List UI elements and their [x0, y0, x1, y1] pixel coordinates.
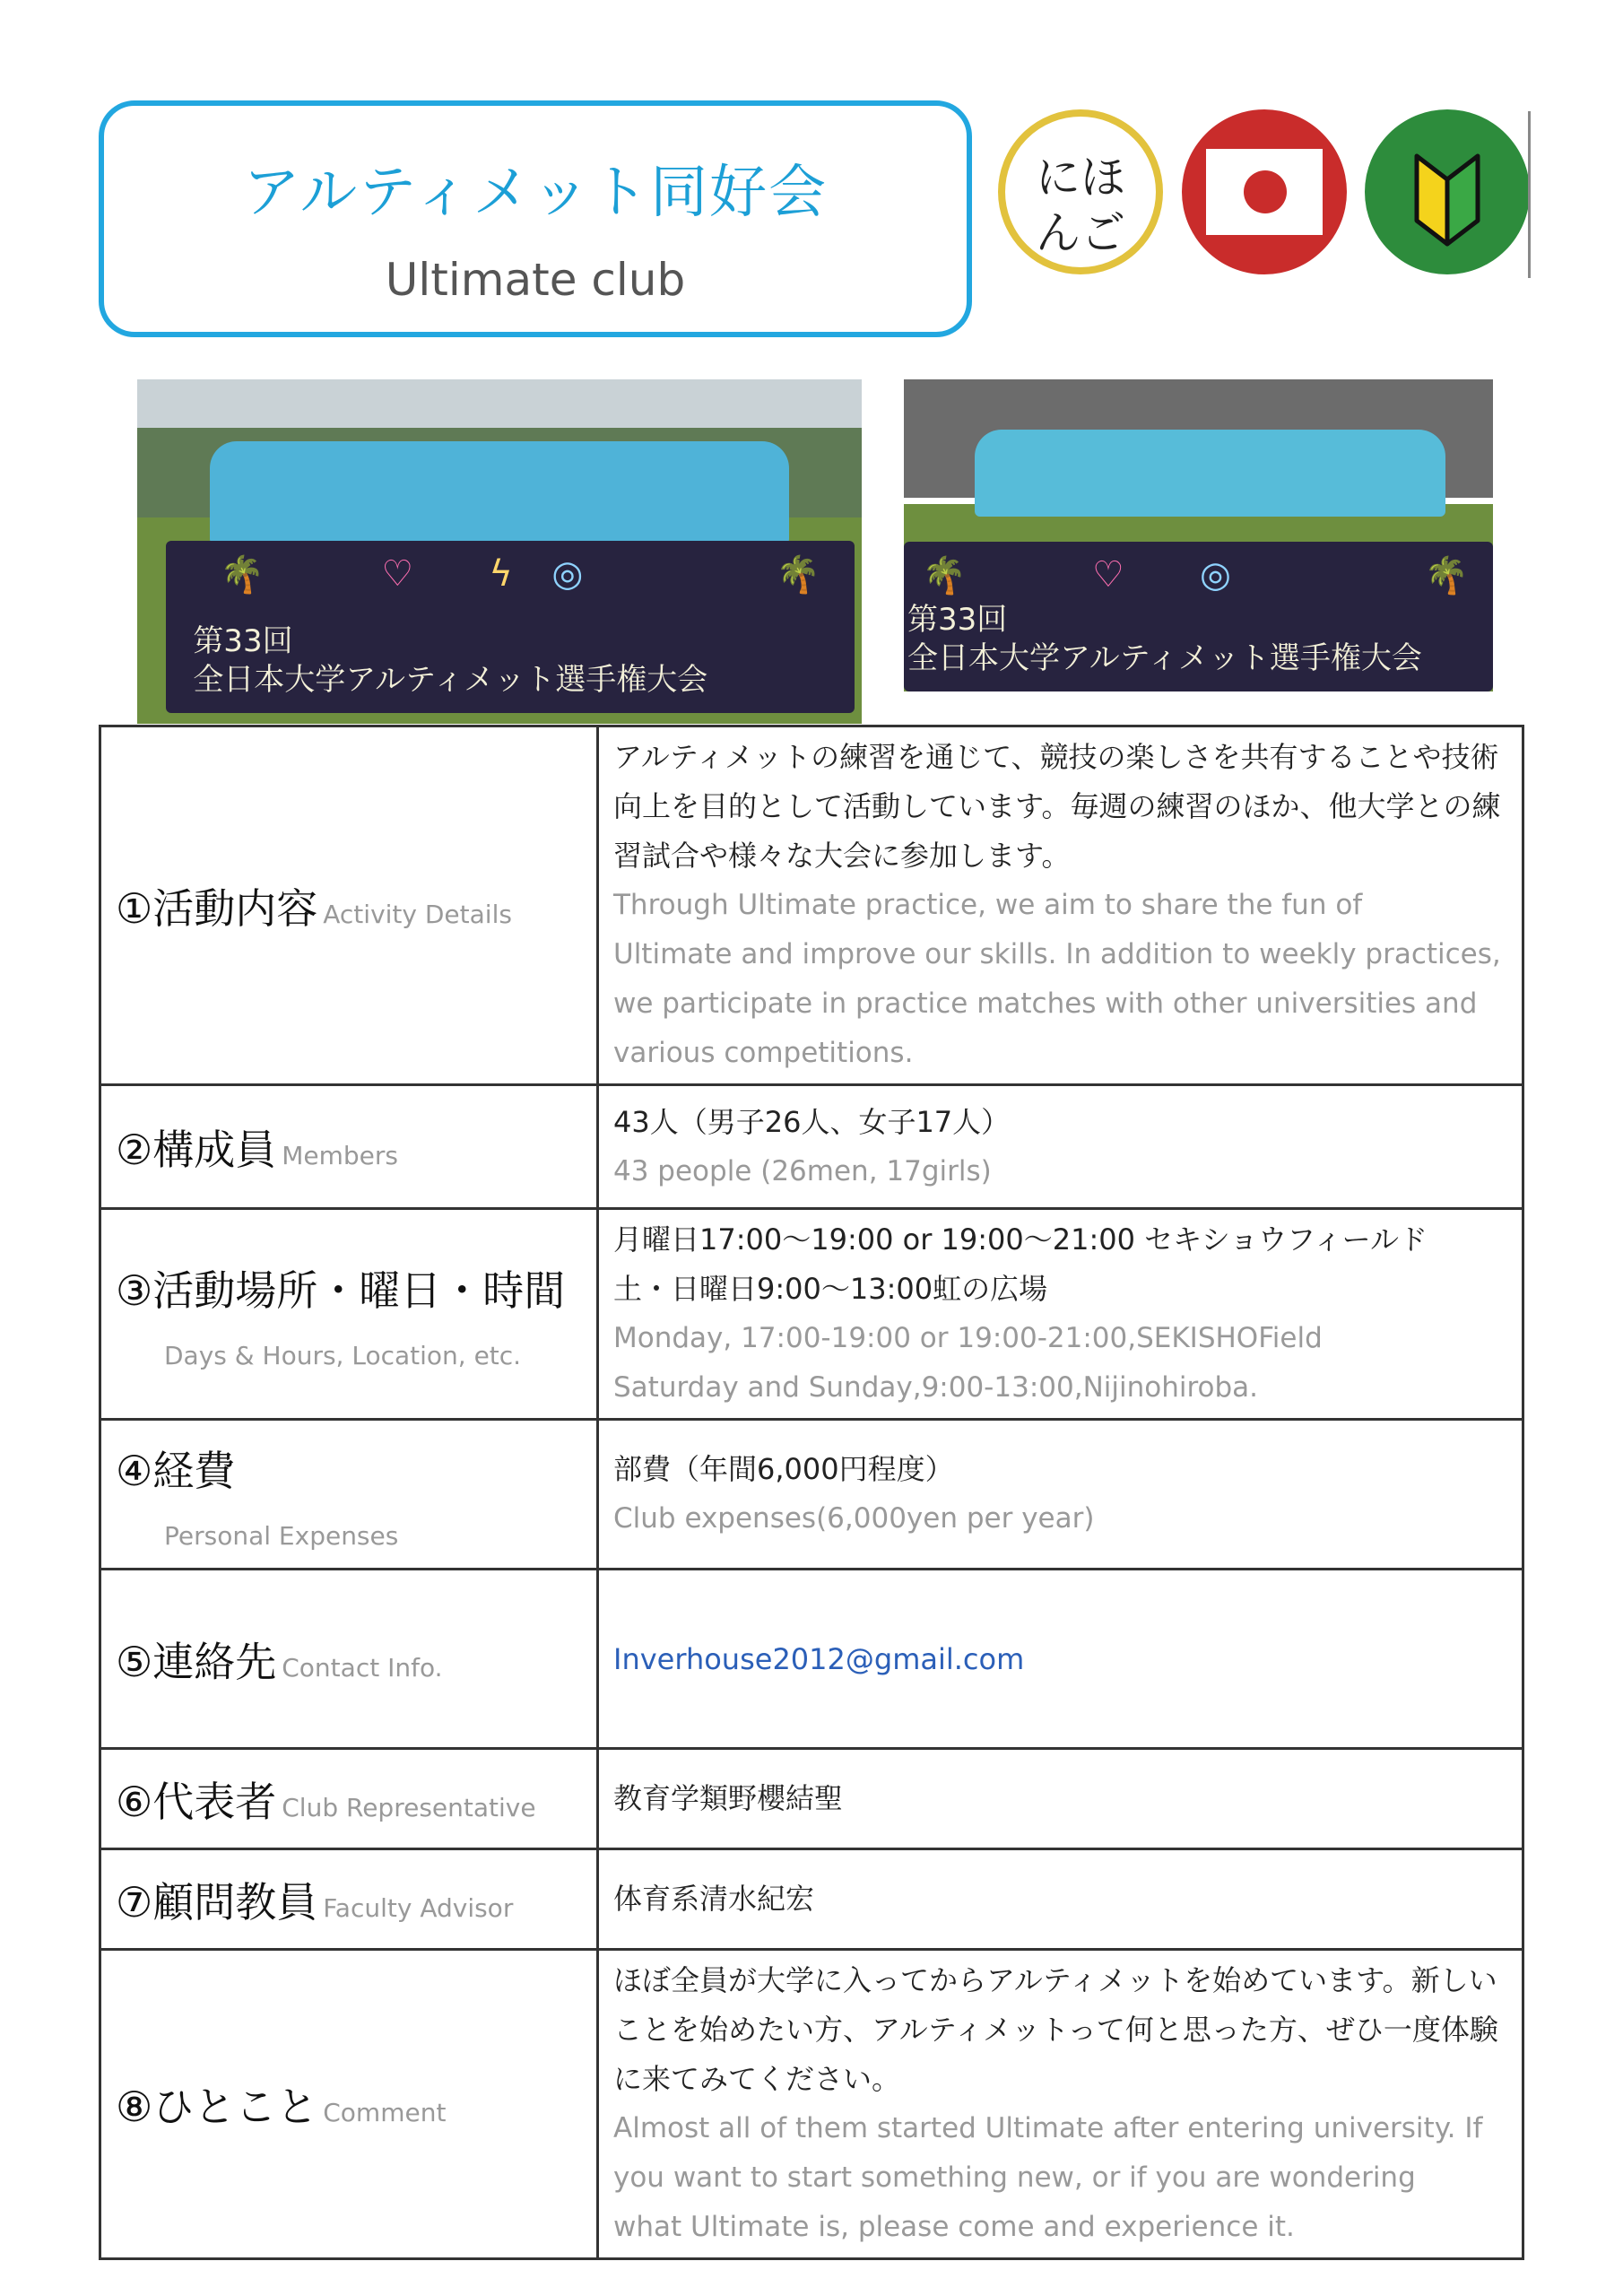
value-jp-line: ことを始めたい方、アルティメットって何と思った方、ぜひ一度体験: [613, 2013, 1498, 2047]
value-en-line: 43 people (26men, 17girls): [613, 1154, 992, 1187]
palm-icon: 🌴: [776, 554, 821, 596]
label-en: Contact Info.: [282, 1652, 443, 1683]
value-jp-line: に来てみてください。: [613, 2062, 901, 2096]
tournament-banner: [904, 542, 1493, 691]
palm-icon: 🌴: [922, 554, 967, 596]
value-en-line: you want to start something new, or if you are wondering: [613, 2161, 1416, 2194]
contact-email-link[interactable]: Inverhouse2012@gmail.com: [613, 1641, 1025, 1676]
beginner-mark-shape: [1365, 109, 1530, 274]
club-title-en: Ultimate club: [385, 254, 686, 306]
team-photo-men: [137, 379, 862, 724]
value-jp-line: 向上を目的として活動しています。毎週の練習のほか、他大学との練: [613, 789, 1501, 823]
banner-line1: 第33回: [193, 623, 293, 660]
value-en-line: what Ultimate is, please come and experience it.: [613, 2211, 1295, 2243]
row-value: [598, 1570, 1523, 1749]
row-label: [100, 1570, 598, 1749]
row-label: [100, 726, 598, 1085]
label-jp: ⑥代表者: [116, 1777, 277, 1826]
row-value: [598, 1849, 1523, 1950]
label-en: Members: [282, 1140, 399, 1170]
table-row-activity: [100, 726, 1523, 1085]
row-label: [100, 1420, 598, 1570]
value-en-line: Monday, 17:00-19:00 or 19:00-21:00,SEKISHOField: [613, 1322, 1323, 1354]
value-jp-line: 習試合や様々な大会に参加します。: [613, 839, 1071, 873]
row-value: [598, 1085, 1523, 1209]
row-value: [598, 1420, 1523, 1570]
table-row-members: [100, 1085, 1523, 1209]
value-jp-line: 土・日曜日9:00～13:00虹の広場: [613, 1272, 1048, 1306]
palm-icon: 🌴: [220, 554, 265, 596]
flag-field: [1206, 149, 1323, 235]
nihongo-badge-icon: [998, 109, 1163, 274]
value-en-line: Club expenses(6,000yen per year): [613, 1502, 1095, 1535]
edge-divider: [1528, 111, 1531, 278]
bolt-icon: ϟ: [489, 553, 513, 596]
row-label: [100, 1209, 598, 1420]
palm-icon: 🌴: [1424, 554, 1469, 596]
japan-flag-icon: [1182, 109, 1347, 274]
banner-text: [193, 622, 707, 699]
value-en-line: Saturday and Sunday,9:00-13:00,Nijinohiroba.: [613, 1371, 1259, 1404]
value-en-line: Almost all of them started Ultimate after entering university. If: [613, 2112, 1483, 2144]
row-value: [598, 726, 1523, 1085]
label-en: Comment: [323, 2098, 447, 2127]
row-value: [598, 1950, 1523, 2259]
row-value: [598, 1749, 1523, 1849]
label-en: Activity Details: [323, 899, 512, 929]
label-jp: ①活動内容: [116, 883, 318, 933]
value-en-line: Through Ultimate practice, we aim to share the fun of: [613, 889, 1363, 921]
value-jp-line: 教育学類野櫻結聖: [613, 1781, 844, 1815]
banner-line1: 第33回: [907, 602, 1008, 638]
label-jp: ⑧ひとこと: [116, 2083, 318, 2131]
disc-icon: ◎: [1200, 553, 1231, 596]
team-photo-women: [904, 379, 1493, 691]
label-en: Personal Expenses: [164, 1520, 399, 1551]
banner-text: [907, 601, 1422, 677]
flag-sun: [1244, 170, 1287, 213]
banner-line2: 全日本大学アルティメット選手権大会: [193, 661, 708, 698]
club-info-table: [99, 725, 1524, 2260]
table-row-comment: [100, 1950, 1523, 2259]
label-jp: ②構成員: [116, 1125, 277, 1174]
value-jp-line: 体育系清水紀宏: [613, 1882, 815, 1916]
value-en-line: various competitions.: [613, 1037, 914, 1069]
tournament-banner: [166, 541, 855, 713]
disc-icon: ◎: [551, 553, 584, 596]
label-jp: ④経費: [116, 1446, 236, 1495]
table-row-advisor: [100, 1849, 1523, 1950]
table-row-representative: [100, 1749, 1523, 1849]
table-row-expenses: [100, 1420, 1523, 1570]
heart-icon: ♡: [381, 553, 414, 596]
table-row-schedule: [100, 1209, 1523, 1420]
value-jp-line: 43人（男子26人、女子17人）: [613, 1104, 1011, 1139]
row-value: [598, 1209, 1523, 1420]
club-title-jp: アルティメット同好会: [242, 160, 829, 226]
heart-icon: ♡: [1092, 553, 1124, 596]
label-en: Days & Hours, Location, etc.: [164, 1340, 522, 1370]
team-members: [210, 441, 789, 544]
label-en: Club Representative: [282, 1792, 536, 1822]
nihongo-line1: にほ: [1036, 152, 1125, 204]
label-jp: ③活動場所・曜日・時間: [116, 1265, 566, 1315]
row-label: [100, 1950, 598, 2259]
label-jp: ⑦顧問教員: [116, 1877, 318, 1926]
label-jp: ⑤連絡先: [116, 1637, 277, 1686]
value-jp-line: 月曜日17:00～19:00 or 19:00～21:00 セキショウフィールド: [613, 1222, 1428, 1257]
row-label: [100, 1749, 598, 1849]
row-label: [100, 1849, 598, 1950]
value-en-line: we participate in practice matches with other universities and: [613, 987, 1478, 1020]
row-label: [100, 1085, 598, 1209]
club-title-box: [99, 100, 972, 337]
team-members: [975, 430, 1446, 517]
table-row-contact: [100, 1570, 1523, 1749]
label-en: Faculty Advisor: [323, 1892, 514, 1923]
value-jp-line: ほぼ全員が大学に入ってからアルティメットを始めています。新しい: [613, 1963, 1497, 1997]
value-en-line: Ultimate and improve our skills. In addition to weekly practices,: [613, 938, 1501, 970]
nihongo-line2: んご: [1036, 207, 1125, 259]
value-jp-line: 部費（年間6,000円程度）: [613, 1452, 954, 1486]
banner-line2: 全日本大学アルティメット選手権大会: [907, 639, 1422, 676]
beginner-mark-icon: [1365, 109, 1530, 274]
value-jp-line: アルティメットの練習を通じて、競技の楽しさを共有することや技術: [613, 740, 1499, 774]
